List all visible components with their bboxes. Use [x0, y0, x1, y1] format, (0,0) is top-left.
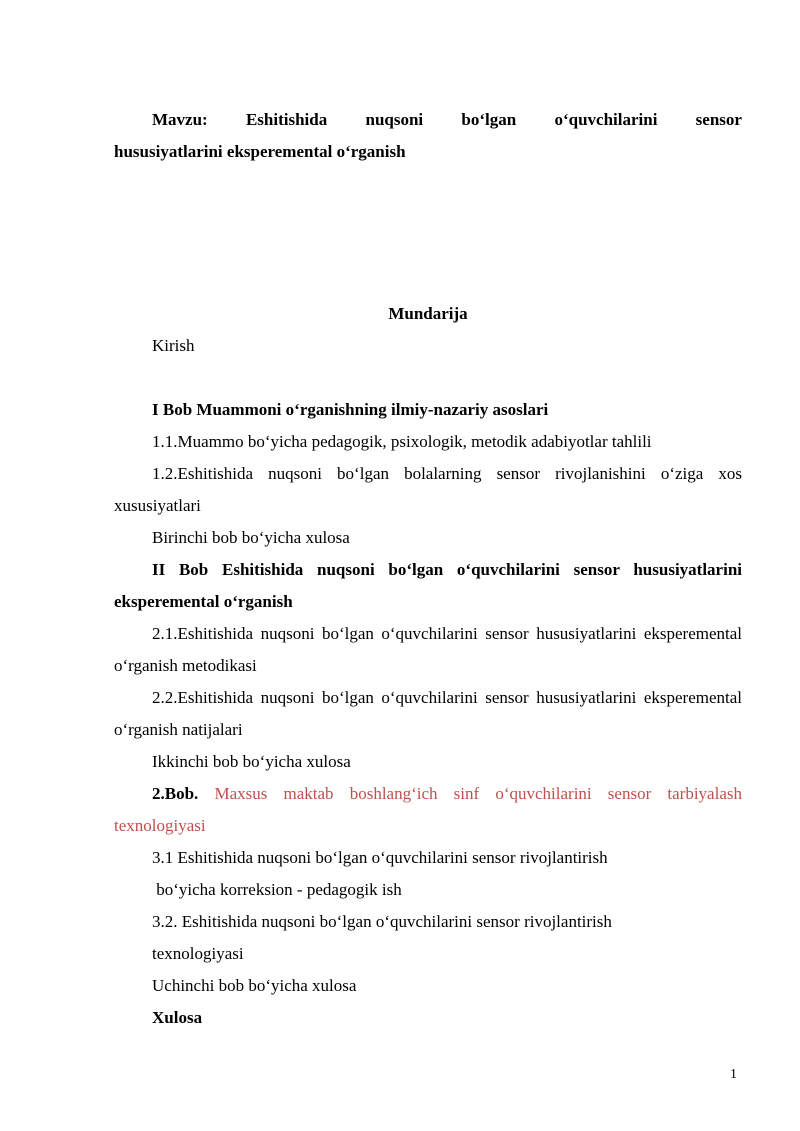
- topic-word: nuqsoni: [365, 110, 424, 129]
- chapter3-heading: [114, 778, 742, 842]
- chapter3-section2-line1: 3.2. Eshitishida nuqsoni bo‘lgan o‘quvchilarini sensor rivojlantirish: [152, 912, 612, 931]
- topic-word: bo‘lgan: [461, 110, 517, 129]
- chapter3-section1-line1: 3.1 Eshitishida nuqsoni bo‘lgan o‘quvchilarini sensor rivojlantirish: [152, 848, 608, 867]
- table-of-contents: [114, 298, 742, 1034]
- topic-word: sensor: [695, 110, 742, 129]
- chapter2-summary: Ikkinchi bob bo‘yicha xulosa: [152, 752, 351, 771]
- chapter2-section1: 2.1.Eshitishida nuqsoni bo‘lgan o‘quvchilarini sensor hususiyatlarini eksperemental o‘rganish metodikasi: [114, 624, 742, 675]
- toc-intro: Kirish: [152, 336, 195, 355]
- topic-heading: [114, 104, 742, 168]
- chapter1-title: I Bob Muammoni o‘rganishning ilmiy-nazariy asoslari: [152, 400, 549, 419]
- toc-conclusion: Xulosa: [152, 1008, 203, 1027]
- chapter1-section1: 1.1.Muammo bo‘yicha pedagogik, psixologik, metodik adabiyotlar tahlili: [152, 432, 652, 451]
- chapter3-summary: Uchinchi bob bo‘yicha xulosa: [152, 976, 357, 995]
- chapter2-section2: 2.2.Eshitishida nuqsoni bo‘lgan o‘quvchilarini sensor hususiyatlarini eksperemental o‘rganish natijalari: [114, 688, 742, 739]
- chapter3-section1-line2: bo‘yicha korreksion - pedagogik ish: [152, 880, 402, 899]
- chapter1-summary: Birinchi bob bo‘yicha xulosa: [152, 528, 350, 547]
- topic-word: Eshitishida: [245, 110, 328, 129]
- topic-line-2: hususiyatlarini eksperemental o‘rganish: [114, 142, 406, 161]
- topic-word: Mavzu:: [152, 110, 208, 129]
- toc-title: Mundarija: [388, 304, 468, 323]
- chapter2-title: II Bob Eshitishida nuqsoni bo‘lgan o‘quvchilarini sensor hususiyatlarini eksperemental o‘rganish: [114, 560, 742, 611]
- chapter1-section2: 1.2.Eshitishida nuqsoni bo‘lgan bolalarning sensor rivojlanishini o‘ziga xos xususiyatlari: [114, 464, 742, 515]
- chapter3-section2-line2: texnologiyasi: [152, 944, 244, 963]
- chapter3-title: Maxsus maktab boshlang‘ich sinf o‘quvchilarini sensor tarbiyalash texnologiyasi: [114, 784, 742, 835]
- page-number: 1: [730, 1067, 737, 1082]
- spacer: [114, 362, 742, 394]
- chapter3-prefix: 2.Bob.: [152, 784, 199, 803]
- topic-word: o‘quvchilarini: [554, 110, 658, 129]
- topic-line-1: [114, 104, 742, 136]
